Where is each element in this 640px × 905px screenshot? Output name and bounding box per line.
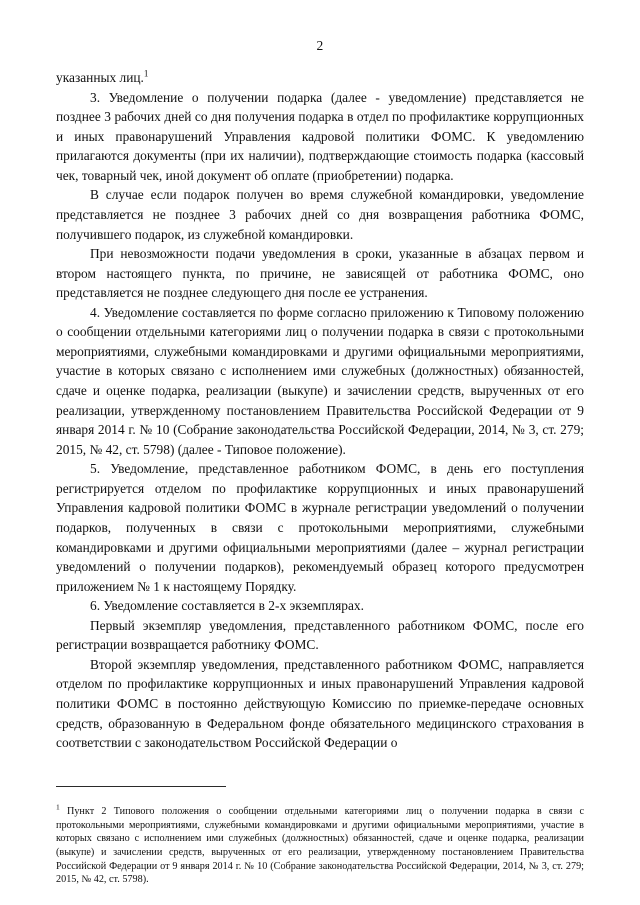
document-body [56,68,584,753]
paragraph-text: указанных лиц. [56,70,144,85]
paragraph-impossibility: При невозможности подачи уведомления в сроки, указанные в абзацах первом и втором настоящего пункта, по причине, не зависящей от работника ФОМС, оно представляется не позднее следующего дня после ее устранения. [56,246,584,301]
footnote-number: 1 [56,802,60,812]
footnote-reference-marker: 1 [143,68,149,79]
page-number: 2 [316,38,324,53]
footnote-separator [56,786,226,787]
paragraph-3: 3. Уведомление о получении подарка (далее - уведомление) представляется не позднее 3 рабочих дней со дня получения подарка в отдел по профилактике коррупционных и иных правонарушений Управления кадровой политики ФОМС. К уведомлению прилагаются документы (при их наличии), подтверждающие стоимость подарка (кассовый чек, товарный чек, иной документ об оплате (приобретении) подарка. [56,89,584,183]
paragraph-ukazannyh [56,68,584,88]
footnote [56,802,585,887]
paragraph-4: 4. Уведомление составляется по форме согласно приложению к Типовому положению о сообщении отдельными категориями лиц о получении подарка в связи с протокольными мероприятиями, служебными командировками и другими официальными мероприятиями, участие в которых связано с исполнением ими служебных (должностных) обязанностей, сдаче и оценке подарка, реализации (выкупе) и зачислении средств, вырученных от его реализации, утвержденному постановлением Правительства Российской Федерации от 9 января 2014 г. № 10 (Собрание законодательства Российской Федерации, 2014, № 3, ст. 279; 2015, № 42, ст. 5798) (далее - Типовое положение). [56,304,584,457]
paragraph-second-copy: Второй экземпляр уведомления, представленного работником ФОМС, направляется отделом по профилактике коррупционных и иных правонарушений Управления кадровой политики ФОМС в постоянно действующую Комиссию по приемке-передаче основных средств, образованную в Федеральном фонде обязательного медицинского страхования в соответствии с законодательством Российской Федерации о [56,656,584,751]
paragraph-business-trip: В случае если подарок получен во время служебной командировки, уведомление представляется не позднее 3 рабочих дней со дня возвращения работника ФОМС, получившего подарок, из служебной командировки. [56,187,584,242]
paragraph-6: 6. Уведомление составляется в 2-х экземплярах. [90,598,364,614]
paragraph-5: 5. Уведомление, представленное работником ФОМС, в день его поступления регистрируется отделом по профилактике коррупционных и иных правонарушений Управления кадровой политики ФОМС в журнале регистрации уведомлений о получении подарков, полученных в связи с протокольными мероприятиями, служебными командировками и другими официальными мероприятиями (далее – журнал регистрации уведомлений о получении подарков), рекомендуемый образец которого предусмотрен приложением № 1 к настоящему Порядку. [56,461,584,594]
paragraph-first-copy: Первый экземпляр уведомления, представленного работником ФОМС, после его регистрации возвращается работнику ФОМС. [56,617,584,653]
footnote-text: Пункт 2 Типового положения о сообщении отдельными категориями лиц о получении подарка в связи с протокольными мероприятиями, служебными командировками и другими официальными мероприятиями, участие в которых связано с исполнением ими служебных (должностных) обязанностей, сдаче и оценке подарка, реализации (выкупе) и зачислении средств, вырученных от его реализации, утвержденному постановлением Правительства Российской Федерации от 9 января 2014 г. № 10 (Собрание законодательства Российской Федерации, 2014, № 3, ст. 279; 2015, № 42, ст. 5798). [56,805,585,886]
